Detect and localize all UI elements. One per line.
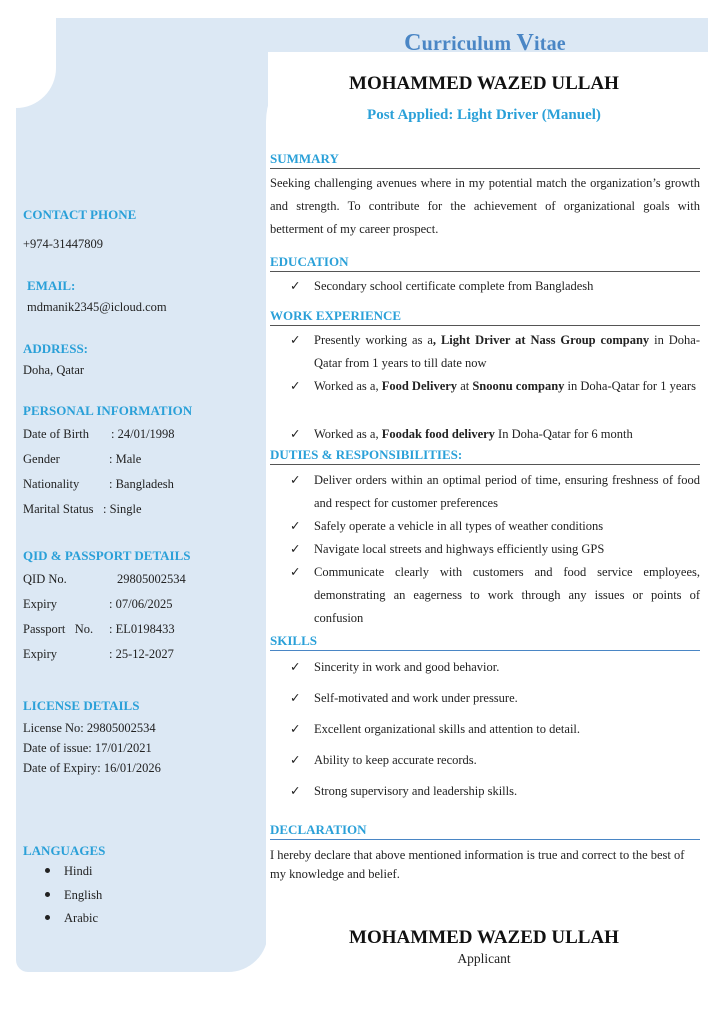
email-heading: EMAIL:	[27, 278, 76, 293]
candidate-name: MOHAMMED WAZED ULLAH	[349, 73, 619, 94]
signature-role: Applicant	[457, 951, 511, 966]
skill-item: ✓ Self-motivated and work under pressure.	[290, 687, 700, 710]
address-value: Doha, Qatar	[23, 363, 85, 377]
duties-heading: DUTIES & RESPONSIBILITIES:	[270, 447, 700, 465]
check-icon: ✓	[290, 379, 301, 393]
check-icon: ✓	[290, 427, 301, 441]
declaration-text: I hereby declare that above mentioned information is true and correct to the best of my knowledge and belief.	[270, 848, 685, 881]
qid-row-number: QID No. 29805002534	[23, 572, 186, 586]
post-applied: Post Applied: Light Driver (Manuel)	[367, 107, 601, 123]
language-item: Arabic	[45, 911, 98, 926]
personal-row-gender: Gender : Male	[23, 452, 142, 466]
skill-item: ✓ Strong supervisory and leadership skills.	[290, 780, 700, 803]
passport-row-number: Passport No. : EL0198433	[23, 622, 175, 636]
skill-item: ✓ Sincerity in work and good behavior.	[290, 656, 700, 679]
check-icon: ✓	[290, 542, 301, 556]
education-item: ✓ Secondary school certificate complete from Bangladesh	[290, 275, 700, 298]
personal-info-heading: PERSONAL INFORMATION	[23, 403, 193, 418]
skill-item: ✓ Excellent organizational skills and attention to detail.	[290, 718, 700, 741]
contact-phone-heading: CONTACT PHONE	[23, 207, 137, 222]
address-heading: ADDRESS:	[23, 341, 89, 356]
work-item: ✓ Worked as a, Foodak food delivery In Doha-Qatar for 6 month	[290, 423, 700, 446]
duty-item: ✓ Deliver orders within an optimal period of time, ensuring freshness of food and respect for customer preferences	[290, 469, 700, 515]
work-experience-heading: WORK EXPERIENCE	[270, 308, 700, 326]
check-icon: ✓	[290, 660, 301, 674]
license-heading: LICENSE DETAILS	[23, 698, 140, 713]
language-item: English	[45, 888, 102, 903]
check-icon: ✓	[290, 519, 301, 533]
document-title: Curriculum Vitae	[404, 30, 566, 56]
license-number: License No: 29805002534	[23, 721, 156, 735]
declaration-heading: DECLARATION	[270, 822, 700, 840]
check-icon: ✓	[290, 722, 301, 736]
check-icon: ✓	[290, 279, 301, 293]
passport-row-expiry: Expiry : 25-12-2027	[23, 647, 174, 661]
duty-item: ✓ Communicate clearly with customers and food service employees, demonstrating an eagerness to work through any issues or points of confusion	[290, 561, 700, 630]
personal-row-dob: Date of Birth : 24/01/1998	[23, 427, 175, 441]
check-icon: ✓	[290, 473, 301, 487]
email-address: mdmanik2345@icloud.com	[27, 300, 167, 314]
personal-row-marital: Marital Status : Single	[23, 502, 142, 516]
check-icon: ✓	[290, 784, 301, 798]
check-icon: ✓	[290, 691, 301, 705]
check-icon: ✓	[290, 333, 301, 347]
work-item: ✓ Worked as a, Food Delivery at Snoonu company in Doha-Qatar for 1 years	[290, 375, 700, 398]
personal-row-nationality: Nationality : Bangladesh	[23, 477, 174, 491]
signature-name: MOHAMMED WAZED ULLAH	[349, 927, 619, 948]
summary-text: Seeking challenging avenues where in my potential match the organization’s growth and strength. To contribute for the achievement of organizational goals with betterment of my career prospect.	[270, 176, 700, 236]
check-icon: ✓	[290, 753, 301, 767]
duty-item: ✓ Safely operate a vehicle in all types of weather conditions	[290, 515, 700, 538]
skill-item: ✓ Ability to keep accurate records.	[290, 749, 700, 772]
language-item: Hindi	[45, 864, 92, 879]
phone-number: +974-31447809	[23, 237, 103, 251]
work-item: ✓ Presently working as a, Light Driver at Nass Group company in Doha-Qatar from 1 years to till date now	[290, 329, 700, 375]
summary-heading: SUMMARY	[270, 151, 700, 169]
education-heading: EDUCATION	[270, 254, 700, 272]
languages-heading: LANGUAGES	[23, 843, 106, 858]
check-icon: ✓	[290, 565, 301, 579]
license-issue-date: Date of issue: 17/01/2021	[23, 741, 152, 755]
skills-heading: SKILLS	[270, 633, 700, 651]
qid-passport-heading: QID & PASSPORT DETAILS	[23, 548, 191, 563]
license-expiry-date: Date of Expiry: 16/01/2026	[23, 761, 161, 775]
sidebar-panel	[16, 18, 268, 972]
duty-item: ✓ Navigate local streets and highways efficiently using GPS	[290, 538, 700, 561]
qid-row-expiry: Expiry : 07/06/2025	[23, 597, 173, 611]
